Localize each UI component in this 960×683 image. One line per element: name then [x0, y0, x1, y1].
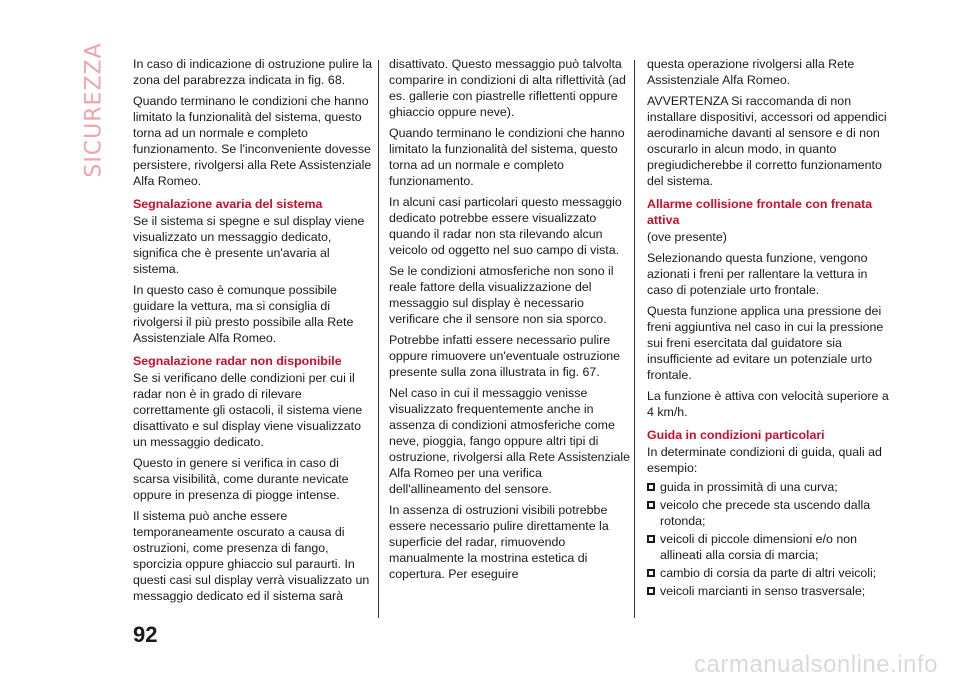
list-item-text: veicoli di piccole dimensioni e/o non allineati alla corsia di marcia; [660, 532, 857, 562]
checkbox-bullet-icon [647, 569, 655, 577]
section-side-label [83, 40, 105, 180]
list-item-text: veicoli marcianti in senso trasversale; [660, 584, 866, 598]
text-column-3 [647, 56, 889, 601]
paragraph: Questa funzione applica una pressione dei freni aggiuntiva nel caso in cui la pressione sui freni esercitata dal guidatore sia insufficiente ad evitare un potenziale urto frontale. [647, 304, 884, 382]
paragraph: Nel caso in cui il messaggio venisse visualizzato frequentemente anche in assenza di condizioni atmosferiche come neve, pioggia, fango oppure altri tipi di ostruzione, rivolgersi alla Rete Assistenziale Alfa Romeo per una verifica dell'allineamento del sensore. [389, 386, 631, 496]
list-item-text: veicolo che precede sta uscendo dalla rotonda; [660, 498, 871, 528]
column-divider [378, 60, 379, 618]
paragraph: Questo in genere si verifica in caso di scarsa visibilità, come durante nevicate oppure in presenza di piogge intense. [133, 456, 349, 502]
list-item [647, 479, 889, 495]
list-item-text: cambio di corsia da parte di altri veicoli; [660, 566, 877, 580]
paragraph: La funzione è attiva con velocità superiore a 4 km/h. [647, 389, 889, 419]
list-item [647, 565, 889, 581]
paragraph: Se il sistema si spegne e sul display viene visualizzato un messaggio dedicato, significa che è presente un'avaria al sistema. [133, 214, 365, 276]
page-number: 92 [133, 622, 158, 647]
text-column-2 [389, 56, 631, 587]
watermark: carmanualsonline.info [694, 651, 938, 678]
list-item [647, 583, 889, 599]
paragraph: In alcuni casi particolari questo messaggio dedicato potrebbe essere visualizzato quando il radar non sta rilevando alcun veicolo od oggetto nel suo campo di vista. [389, 195, 622, 257]
list-item-text: guida in prossimità di una curva; [660, 480, 838, 494]
checkbox-bullet-icon [647, 535, 655, 543]
paragraph: Potrebbe infatti essere necessario pulire oppure rimuovere un'eventuale ostruzione presente sulla zona illustrata in fig. 67. [389, 333, 621, 379]
condition-list [647, 479, 889, 599]
paragraph: Se le condizioni atmosferiche non sono il reale fattore della visualizzazione del messaggio sul display è necessario verificare che il sensore non sia sporco. [389, 264, 614, 326]
section-heading: Segnalazione radar non disponibile [133, 354, 342, 368]
checkbox-bullet-icon [647, 501, 655, 509]
checkbox-bullet-icon [647, 587, 655, 595]
list-item [647, 531, 889, 563]
column-divider [634, 60, 635, 618]
paragraph: Selezionando questa funzione, vengono azionati i freni per rallentare la vettura in caso di potenziale urto frontale. [647, 251, 868, 297]
text-column-1 [133, 56, 375, 609]
paragraph: In questo caso è comunque possibile guidare la vettura, ma si consiglia di rivolgersi il più presto possibile alla Rete Assistenziale Alfa Romeo. [133, 283, 354, 345]
section-heading: Guida in condizioni particolari [647, 428, 825, 442]
paragraph: Il sistema può anche essere temporaneamente oscurato a causa di ostruzioni, come presenza di fango, sporcizia oppure ghiaccio sul paraurti. In questi casi sul display verrà visualizzato un messaggio dedicato ed il sistema sarà [133, 509, 370, 603]
paragraph: disattivato. Questo messaggio può talvolta comparire in condizioni di alta riflettività (ad es. gallerie con piastrelle riflettenti oppure ghiaccio oppure neve). [389, 57, 626, 119]
paragraph: (ove presente) [647, 230, 727, 244]
paragraph: In determinate condizioni di guida, quali ad esempio: [647, 445, 882, 475]
warning-paragraph: AVVERTENZA Si raccomanda di non installare dispositivi, accessori od appendici aerodinamiche davanti al sensore e di non oscurarlo in alcun modo, in quanto pregiudicherebbe il corretto funzionamento del sistema. [647, 94, 887, 188]
list-item [647, 497, 889, 529]
paragraph: Quando terminano le condizioni che hanno limitato la funzionalità del sistema, questo torna ad un normale e completo funzionamento. Se l'inconveniente dovesse persistere, rivolgersi alla Rete Assistenziale Alfa Romeo. [133, 94, 372, 188]
section-title: SICUREZZA [81, 42, 107, 178]
paragraph: Quando terminano le condizioni che hanno limitato la funzionalità del sistema, questo torna ad un normale e completo funzionamento. [389, 126, 625, 188]
checkbox-bullet-icon [647, 483, 655, 491]
section-heading: Segnalazione avaria del sistema [133, 197, 323, 211]
paragraph: In assenza di ostruzioni visibili potrebbe essere necessario pulire direttamente la superficie del radar, rimuovendo manualmente la mostrina estetica di copertura. Per eseguire [389, 503, 609, 581]
paragraph: Se si verificano delle condizioni per cui il radar non è in grado di rilevare correttamente gli ostacoli, il sistema viene disattivato e sul display viene visualizzato un messaggio dedicato. [133, 371, 363, 449]
paragraph: questa operazione rivolgersi alla Rete Assistenziale Alfa Romeo. [647, 57, 855, 87]
paragraph: In caso di indicazione di ostruzione pulire la zona del parabrezza indicata in fig. 68. [133, 57, 373, 87]
section-heading: Allarme collisione frontale con frenata attiva [647, 197, 873, 227]
